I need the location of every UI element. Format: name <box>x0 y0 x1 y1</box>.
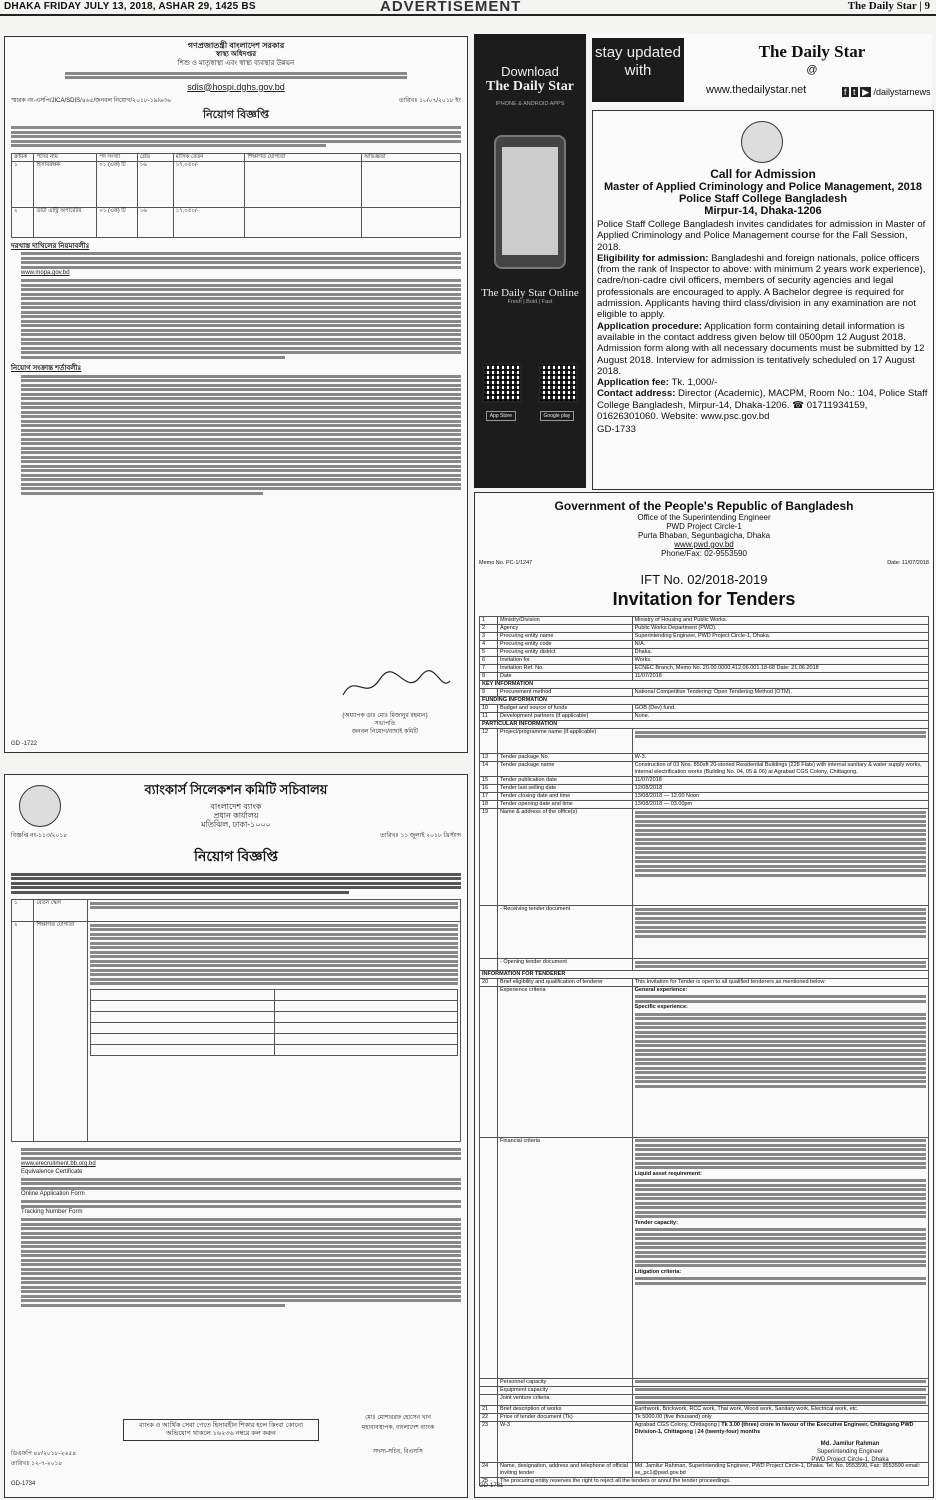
ad1-signature <box>335 667 455 707</box>
tender-cell: Works. <box>632 657 928 665</box>
ad2-title4: Mirpur-14, Dhaka-1206 <box>704 205 822 217</box>
ad4-phone: Phone/Fax: 02-9553590 <box>661 549 747 558</box>
tender-cell: Ministry/Division <box>497 617 632 625</box>
google-play-badge[interactable]: Google play <box>540 411 575 421</box>
ad4-closing-time: 12.00 Noon <box>670 793 700 799</box>
ad3-refdate: তারিখঃ ১২-৭-২০১৮ <box>11 1461 63 1467</box>
ad1-signer-committee: জনবল নিয়োগ/বাছাই কমিটি <box>351 729 419 735</box>
qr-code-android[interactable] <box>538 363 578 403</box>
promo2-social[interactable] <box>842 87 931 98</box>
tender-cell: Date <box>497 673 632 681</box>
youtube-icon: ▶ <box>862 87 869 97</box>
tender-cell: 5 <box>480 649 498 657</box>
twitter-icon: t <box>853 87 856 97</box>
ad2-elig-label: Eligibility for admission: <box>597 252 709 264</box>
ad2-title3: Police Staff College Bangladesh <box>678 193 848 205</box>
ad2-contact-label: Contact address: <box>597 388 676 400</box>
ad4-particular: PARTICULAR INFORMATION <box>480 721 929 729</box>
ad4-gov: Government of the People's Republic of Bangladesh <box>554 499 854 513</box>
ad4-office: Office of the Superintending Engineer <box>637 513 771 522</box>
tender-row <box>480 641 929 649</box>
ad4-package-name: Construction of 03 Nos. 850sft 20-storied Residential Buildings (228 Flats) with internal sanitary & water supply works, internal electrification works (Building No. 04, 05 & 06) at Agrabad CGS Colony, Chittagong. <box>632 762 928 777</box>
ad3-ref: ডিএফপি ৪৮/২০১৮-২৬৫৪ <box>11 1451 77 1457</box>
ad4-dev: None. <box>632 713 928 721</box>
ad1-row2-count: ০১ (এক) টি <box>97 207 137 237</box>
tender-row <box>480 633 929 641</box>
ad3-complaint-box: ব্যাংক ও আর্থিক সেবা পেতে হিসাবহীন শিকার হলে কিংবা কোনো অভিযোগ থাকলে ১৬২৩৬ নম্বরে কল করুন <box>123 1419 319 1441</box>
ad4-litigation: Litigation criteria: <box>634 1268 682 1275</box>
ad4-package: W-3. <box>632 754 928 762</box>
ad4-proc-method: National Competitive Tendering: Open Tendering Method (OTM). <box>632 689 928 697</box>
ad4-personnel: Personnel capacity <box>497 1378 632 1386</box>
ad4-pkg-time: 24 (twenty-four) months <box>697 1429 761 1435</box>
ad4-circle: PWD Project Circle-1 <box>666 522 742 531</box>
ad3-line4: মতিঝিল, ঢাকা-১০০০ <box>201 820 271 829</box>
ad4-info-tenderer: INFORMATION FOR TENDERER <box>480 970 929 978</box>
ad3-tracking: Tracking Number Form <box>21 1209 83 1215</box>
ad4-sign-role2: PWD Project Circle-1, Dhaka <box>811 1457 889 1463</box>
ad3-gd: GD-1734 <box>11 1481 36 1487</box>
qr-code-ios[interactable] <box>482 363 522 403</box>
tender-row <box>480 649 929 657</box>
ad4-jv: Joint venture criteria <box>497 1394 632 1406</box>
ad4-procuring: The procuring entity reserves the right to reject all the tenders or annul the tender proceedings. <box>497 1478 928 1486</box>
tender-cell: 2 <box>480 625 498 633</box>
ad1-dept: স্বাস্থ্য অধিদপ্তর <box>215 51 257 58</box>
ad-bankers-selection <box>4 774 468 1498</box>
tender-cell: 8 <box>480 673 498 681</box>
ad2-proc-label: Application procedure: <box>597 320 703 332</box>
ad4-budget: GOB (Dev) fund. <box>632 705 928 713</box>
ad4-financial: Financial criteria <box>497 1137 632 1378</box>
ad4-equipment: Equipment capacity <box>497 1386 632 1394</box>
ad2-proc: Application form containing detail information is available in the contact address given below till 0500pm 12 August 2018. Admission form along with all necessary documents must be submitted by 12 August 2018. Interview for admission is tentatively scheduled on 17 August 2018. <box>597 320 925 377</box>
tender-cell: Public Works Department (PWD). <box>632 625 928 633</box>
ad4-date: Date: 11/07/2018 <box>887 560 929 566</box>
ad1-title: নিয়োগ বিজ্ঞপ্তি <box>202 109 270 121</box>
tender-cell: 11/07/2018 <box>632 673 928 681</box>
ad3-online: Online Application Form <box>21 1191 85 1197</box>
ad1-date: তারিখঃ ১০/০৭/২০১৮ ইং <box>399 97 461 104</box>
ad4-web[interactable]: www.pwd.gov.bd <box>674 540 734 549</box>
ad2-elig: Bangladeshi and foreign nationals, police officers (from the rank of Inspector to above: with minimum 2 years work experience), cadre/non-cadre civil officers, members of security agencies and legal professionals are encouraged to apply. A Bachelor degree is required for admission. Applicants having third class/division in any examination are not eligible to apply. <box>597 252 926 321</box>
ad-police-staff-college <box>592 110 934 490</box>
ad3-equiv: Equivalence Certificate <box>21 1168 83 1175</box>
ad2-title2: Master of Applied Criminology and Police Management, 2018 <box>603 181 923 193</box>
ad4-price-val: Tk 5000.00 (five thousand) only <box>632 1414 928 1422</box>
ad4-pub-date: 11/07/2018 <box>632 777 928 785</box>
ad3-line3: প্রধান কার্যালয় <box>213 811 259 820</box>
tender-cell: Ministry of Housing and Public Works. <box>632 617 928 625</box>
tender-cell: Dhaka. <box>632 649 928 657</box>
ad1-row2-salary: ১৭,০৫০/- <box>173 207 245 237</box>
tender-cell: Procuring entity district <box>497 649 632 657</box>
tender-cell: ECNEC Branch, Memo No. 20.00.0000.412.06.001.18-68 Date: 21.06.2018 <box>632 665 928 673</box>
ad4-general-exp: General experience: <box>634 986 688 993</box>
promo-tagline: Fresh | Bold | Fast <box>507 299 553 305</box>
ad4-liquid: Liquid asset requirement: <box>634 1170 702 1177</box>
tender-row <box>480 673 929 681</box>
ad4-specific-exp: Specific experience: <box>634 1004 688 1010</box>
ad1-row1-count: ০১ (এক) টি <box>97 161 137 207</box>
ad3-signer-role: মহাব্যবস্থাপক, বাংলাদেশ ব্যাংক <box>361 1425 435 1431</box>
police-college-logo <box>741 121 783 163</box>
ad4-pkg-w3: W-3 <box>497 1422 632 1463</box>
ad1-post-table: ক্রমিক পদের নাম পদ সংখ্যা গ্রেড মাসিক বেতন শিক্ষাগত যোগ্যতা অভিজ্ঞতা ১ হিসাবরক্ষক ০১ (এক) টি ১৬ ১৭,০৫০/- ২ ডাটা এন্ট্রি অপারেটর ০১ (এক) টি ১৬ ১৭,০৫০/- <box>11 153 461 238</box>
ad4-sign-name: Md. Jamilur Rahman <box>820 1441 880 1447</box>
ad3-signer: মোঃ মোশাররফ হোসেন খান <box>364 1415 432 1421</box>
ad1-row2-post: ডাটা এন্ট্রি অপারেটর <box>34 207 97 237</box>
tender-row <box>480 617 929 625</box>
ad1-row2-grade: ১৬ <box>137 207 173 237</box>
promo-apps: IPHONE & ANDROID APPS <box>495 101 565 107</box>
ad1-row1-salary: ১৭,০৫০/- <box>173 161 245 207</box>
tender-cell: N/A. <box>632 641 928 649</box>
ad4-official: Md. Jamilur Rahman, Superintending Engineer, PWD Project Circle-1, Dhaka. Tel. No. 9553590, Fax: 9553590 email: se_pc1@pwd.gov.bd <box>632 1463 928 1478</box>
promo-download-app[interactable] <box>474 34 586 488</box>
ad4-last-selling: 12/08/2018 <box>632 785 928 793</box>
promo2-url[interactable]: www.thedailystar.net <box>706 84 807 96</box>
tender-cell: Procuring entity code <box>497 641 632 649</box>
bangladesh-bank-logo <box>19 785 61 827</box>
ad4-addr: Purta Bhaban, Segunbagicha, Dhaka <box>637 531 771 540</box>
tender-cell: Invitation Ref. No. <box>497 665 632 673</box>
ad4-brief: Brief description of works <box>497 1406 632 1414</box>
ad1-signer: (অধ্যাপক ডাঃ মোঃ মিজানুর রহমান) <box>342 713 428 719</box>
ad1-project: শিশু ও মাতৃস্বাস্থ্য এবং স্বাস্থ্য ব্যবস্থার উন্নয়ন <box>177 60 295 67</box>
ad3-line2: বাংলাদেশ ব্যাংক <box>210 802 262 811</box>
ad4-gd: GD-1731 <box>479 1483 504 1489</box>
ad1-row1-grade: ১৬ <box>137 161 173 207</box>
ad2-contact: Director (Academic), MACPM, Room No.: 104, Police Staff College Bangladesh, Mirpur-14, Dhaka-1206. ☎ 01711934159, 01626301060. Website: www.psc.gov.bd <box>597 388 928 423</box>
facebook-icon: f <box>844 87 847 97</box>
ad2-fee: Tk. 1,000/- <box>668 377 718 389</box>
ad4-price: Price of tender document (Tk) <box>497 1414 632 1422</box>
promo-online: The Daily Star Online <box>481 287 579 299</box>
header-masthead: The Daily Star | 9 <box>847 0 930 12</box>
ad3-requirements-table: ১ বেতন স্কেল ২ শিক্ষাগত যোগ্যতা <box>11 899 461 1142</box>
tender-cell: Superintending Engineer, PWD Project Circle-1, Dhaka. <box>632 633 928 641</box>
promo-stay-text: stay updated with <box>592 38 684 102</box>
ad1-row1-post: হিসাবরক্ষক <box>34 161 97 207</box>
tender-cell: 6 <box>480 657 498 665</box>
ad1-website[interactable]: www.mopa.gov.bd <box>21 270 70 276</box>
ad4-ift: IFT No. 02/2018-2019 <box>640 572 768 587</box>
ad4-key-info: KEY INFORMATION <box>480 681 929 689</box>
promo-stay-updated[interactable] <box>592 34 932 106</box>
promo-download: Download <box>501 64 559 79</box>
ad1-section-terms: নিয়োগ সংক্রান্ত শর্তাবলীঃ <box>11 365 82 372</box>
tender-table: 1 Ministry/Division Ministry of Housing and Public Works. 2 Agency Public Works Department (PWD). 3 Procuring entity name Superintending Engineer, PWD Project Circle-1, Dhaka. 4 Procuring entity code N/A. 5 Procuring entity district Dhaka. 6 Invitation for Works. 7 Invitation Ref. No. ECNEC Branch, Memo No. 20.00.0000.412.06.001.18-68 Date: 21.06.2018 8 Date 11/07/2018 KEY INFORMATION 9 Procurement method National Competitive Tendering: Open Tendering Method (OTM). FUNDING INFORMATION 10 Budget and source of funds GOB (Dev) fund. 11 Development partners (if applicable) None. PARTICULAR INFORMATION 12 Project/programme name (if applicable) 13 Tender package No. W-3. 14 Tender package name Construction of 03 Nos. 850sft 20-storied Residential Buildings (228 Flats) with internal sanitary & water supply works, internal electrification works (Building No. 04, 05 & 06) at Agrabad CGS Colony, Chittagong. 15 Tender publication date 11/07/2018 16 Tender last selling date 12/08/2018 17 Tender closing date and time 13/08/2018 — 12.00 Noon 18 Tender opening date and time 13/08/2018 — 03.00pm 19 Name & address of the office(s) - Receiving tender document - Opening tender document INFORMATION FOR TENDERER 20 Brief eligibility and qualification of tenderer This Invitation for Tender is open to all qualified tenderers as mentioned below: Experience criteria General experience: Specific experience: Financial criteria Liquid asset requirement: Tender capacity: Litigation criteria: Personnel capacity Equipment capacity Joint venture criteria 21 Brief description of works Earthwork, Brickwork, RCC work, Thai work, Wood work, Sanitary work, Electrical work, etc. 22 Price of tender document (Tk) Tk 5000.00 (five thousand) only 23 W-3 Agrabad CGS Colony, Chittagong | Tk 3.00 (three) crore in favour of the Executive Engineer, Chittagong PWD Division-1, Chittagong | 24 (twenty-four) months 24 Name, designation, address and telephone of official inviting tender Md. Jamilur Rahman, Superintending Engineer, PWD Project Circle-1, Dhaka. Tel. No. 9553590, Fax: 9553590 email: se_pc1@pwd.gov.bd 25 The procuring entity reserves the right to reject all the tenders or annul the tender proceedings. <box>479 616 929 1486</box>
ad-pwd-tender <box>474 492 934 1498</box>
tender-cell: 4 <box>480 641 498 649</box>
promo2-handle: /dailystarnews <box>873 87 931 97</box>
tender-cell: Agency <box>497 625 632 633</box>
ad3-title: নিয়োগ বিজ্ঞপ্তি <box>193 847 279 864</box>
ad4-closing: 13/08/2018 <box>634 793 663 799</box>
tender-row <box>480 657 929 665</box>
page-header <box>0 0 936 16</box>
phone-illustration <box>494 135 566 269</box>
ad4-pkg-sec: Tk 3.00 (three) crore in favour of the Executive Engineer, Chittagong PWD Division-1, Chittagong <box>634 1422 914 1435</box>
promo-brand: The Daily Star <box>486 79 574 94</box>
ad4-pkg-loc: Agrabad CGS Colony, Chittagong <box>634 1422 717 1428</box>
ad4-sign-role: Superintending Engineer <box>816 1449 884 1455</box>
ad1-signer-role: সভাপতি <box>374 721 396 727</box>
ad4-memo: Memo No. PC-1/1247 <box>479 560 533 566</box>
ad4-opening-time: 03.00pm <box>670 801 693 807</box>
ad1-email[interactable]: sdis@hospi.dghs.gov.bd <box>187 81 285 92</box>
tender-cell: 1 <box>480 617 498 625</box>
tender-cell: Invitation for <box>497 657 632 665</box>
header-dateline: DHAKA FRIDAY JULY 13, 2018, ASHAR 29, 1425 BS <box>4 1 256 12</box>
ad4-title: Invitation for Tenders <box>612 589 796 609</box>
tender-cell: 7 <box>480 665 498 673</box>
ad4-brief-val: Earthwork, Brickwork, RCC work, Thai work, Wood work, Sanitary work, Electrical work, etc. <box>632 1406 928 1414</box>
ad1-govt: গণপ্রজাতন্ত্রী বাংলাদেশ সরকার <box>187 41 285 50</box>
header-section: ADVERTISEMENT <box>380 0 522 15</box>
ad-health-recruitment <box>4 36 468 753</box>
tender-cell: 3 <box>480 633 498 641</box>
ad3-signer-role2: সদস্য-সচিব, বিএসসি <box>373 1449 423 1455</box>
ad1-memo: স্মারক নং-এসপি/JICA/SDIS/৪৬৫/জনবল নিয়োগ/২০১৮-১৯/৬৩৬ <box>11 97 171 104</box>
promo2-at: @ <box>806 64 818 76</box>
ad4-opening: 13/08/2018 <box>634 801 663 807</box>
ad3-date: তারিখঃ ১১ জুলাই ২০১৮ খ্রিস্টাব্দ <box>380 833 461 839</box>
ad2-title1: Call for Admission <box>710 167 816 181</box>
promo2-brand: The Daily Star <box>758 42 866 61</box>
ad2-gd: GD-1733 <box>597 424 636 436</box>
ad1-section-apply: দরখাস্ত দাখিলের নিয়মাবলীঃ <box>11 242 90 250</box>
ad3-line1: ব্যাংকার্স সিলেকশন কমিটি সচিবালয় <box>144 782 328 797</box>
ad2-intro: Police Staff College Bangladesh invites candidates for admission in Master of Applied Criminology and Police Management course for the Fall Session, 2018. <box>597 219 926 253</box>
ad3-memo: বিজ্ঞপ্তি নং-১১৩/২০১৮ <box>11 833 68 839</box>
ad2-fee-label: Application fee: <box>597 377 669 389</box>
ad4-tender-cap: Tender capacity: <box>634 1219 678 1226</box>
tender-row <box>480 625 929 633</box>
ad1-gd: GD -1722 <box>11 741 38 747</box>
ad3-site[interactable]: www.erecruitment.bb.org.bd <box>21 1161 96 1167</box>
tender-cell: Procuring entity name <box>497 633 632 641</box>
ad4-funding: FUNDING INFORMATION <box>480 697 929 705</box>
tender-row <box>480 665 929 673</box>
ad4-eligibility: This Invitation for Tender is open to all qualified tenderers as mentioned below: <box>632 978 928 986</box>
app-store-badge[interactable]: App Store <box>486 411 516 421</box>
